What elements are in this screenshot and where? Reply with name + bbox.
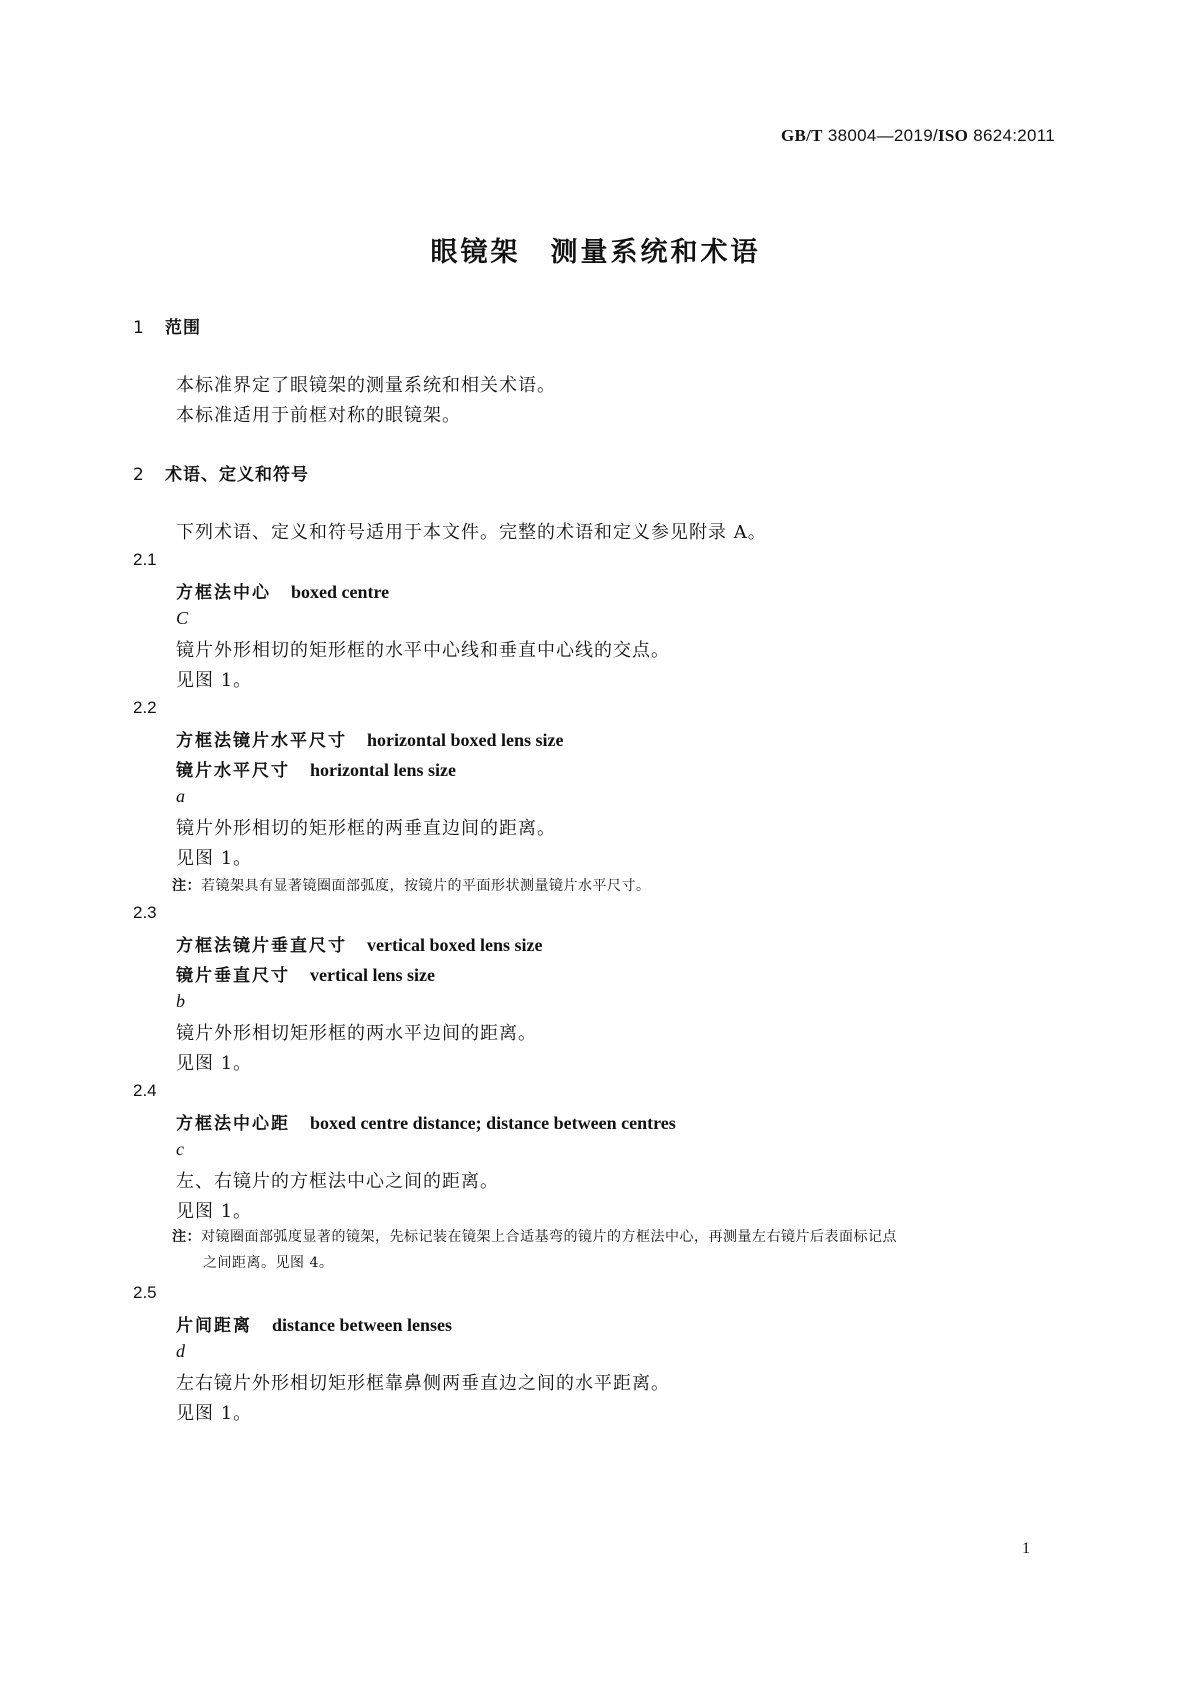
term-heading: 方框法中心距 boxed centre distance; distance between centres <box>176 1113 676 1134</box>
term-symbol: d <box>176 1341 185 1361</box>
term-reference: 见图 1。 <box>176 1201 253 1222</box>
term-reference: 见图 1。 <box>176 848 253 869</box>
term-definition: 左、右镜片的方框法中心之间的距离。 <box>176 1171 499 1192</box>
paragraph: 本标准界定了眼镜架的测量系统和相关术语。 <box>176 375 556 396</box>
term-symbol: a <box>176 786 185 806</box>
term-definition: 镜片外形相切矩形框的两水平边间的距离。 <box>176 1023 537 1044</box>
term-symbol: C <box>176 608 189 628</box>
page-number: 1 <box>1022 1540 1030 1557</box>
clause-number: 2.2 <box>133 698 157 717</box>
section-heading-terms: 2 术语、定义和符号 <box>133 465 309 485</box>
term-symbol: c <box>176 1139 184 1159</box>
section-heading-scope: 1 范围 <box>133 318 201 338</box>
page-title: 眼镜架 测量系统和术语 <box>430 237 761 268</box>
document-code: GB/T 38004—2019/ISO 8624:2011 <box>781 126 1055 145</box>
term-note-continued: 之间距离。见图 4。 <box>203 1255 334 1271</box>
term-definition: 左右镜片外形相切矩形框靠鼻侧两垂直边之间的水平距离。 <box>176 1373 670 1394</box>
clause-number: 2.3 <box>133 903 157 922</box>
term-heading: 方框法中心 boxed centre <box>176 582 390 603</box>
term-heading: 方框法镜片水平尺寸 horizontal boxed lens size <box>176 730 564 751</box>
term-heading-alt: 镜片水平尺寸 horizontal lens size <box>176 760 456 781</box>
clause-number: 2.1 <box>133 550 157 569</box>
clause-number: 2.5 <box>133 1283 157 1302</box>
term-definition: 镜片外形相切的矩形框的水平中心线和垂直中心线的交点。 <box>176 640 670 661</box>
clause-number: 2.4 <box>133 1081 157 1100</box>
term-reference: 见图 1。 <box>176 1403 253 1424</box>
term-reference: 见图 1。 <box>176 670 253 691</box>
term-reference: 见图 1。 <box>176 1053 253 1074</box>
term-note: 注：对镜圈面部弧度显著的镜架，先标记装在镜架上合适基弯的镜片的方框法中心，再测量左右镜片后表面标记点 <box>172 1229 897 1245</box>
term-heading-alt: 镜片垂直尺寸 vertical lens size <box>176 965 435 986</box>
term-note: 注：若镜架具有显著镜圈面部弧度，按镜片的平面形状测量镜片水平尺寸。 <box>172 878 651 894</box>
term-heading: 片间距离 distance between lenses <box>176 1315 452 1336</box>
paragraph: 本标准适用于前框对称的眼镜架。 <box>176 405 461 426</box>
term-heading: 方框法镜片垂直尺寸 vertical boxed lens size <box>176 935 543 956</box>
paragraph: 下列术语、定义和符号适用于本文件。完整的术语和定义参见附录 A。 <box>176 522 767 543</box>
term-definition: 镜片外形相切的矩形框的两垂直边间的距离。 <box>176 818 556 839</box>
term-symbol: b <box>176 991 185 1011</box>
